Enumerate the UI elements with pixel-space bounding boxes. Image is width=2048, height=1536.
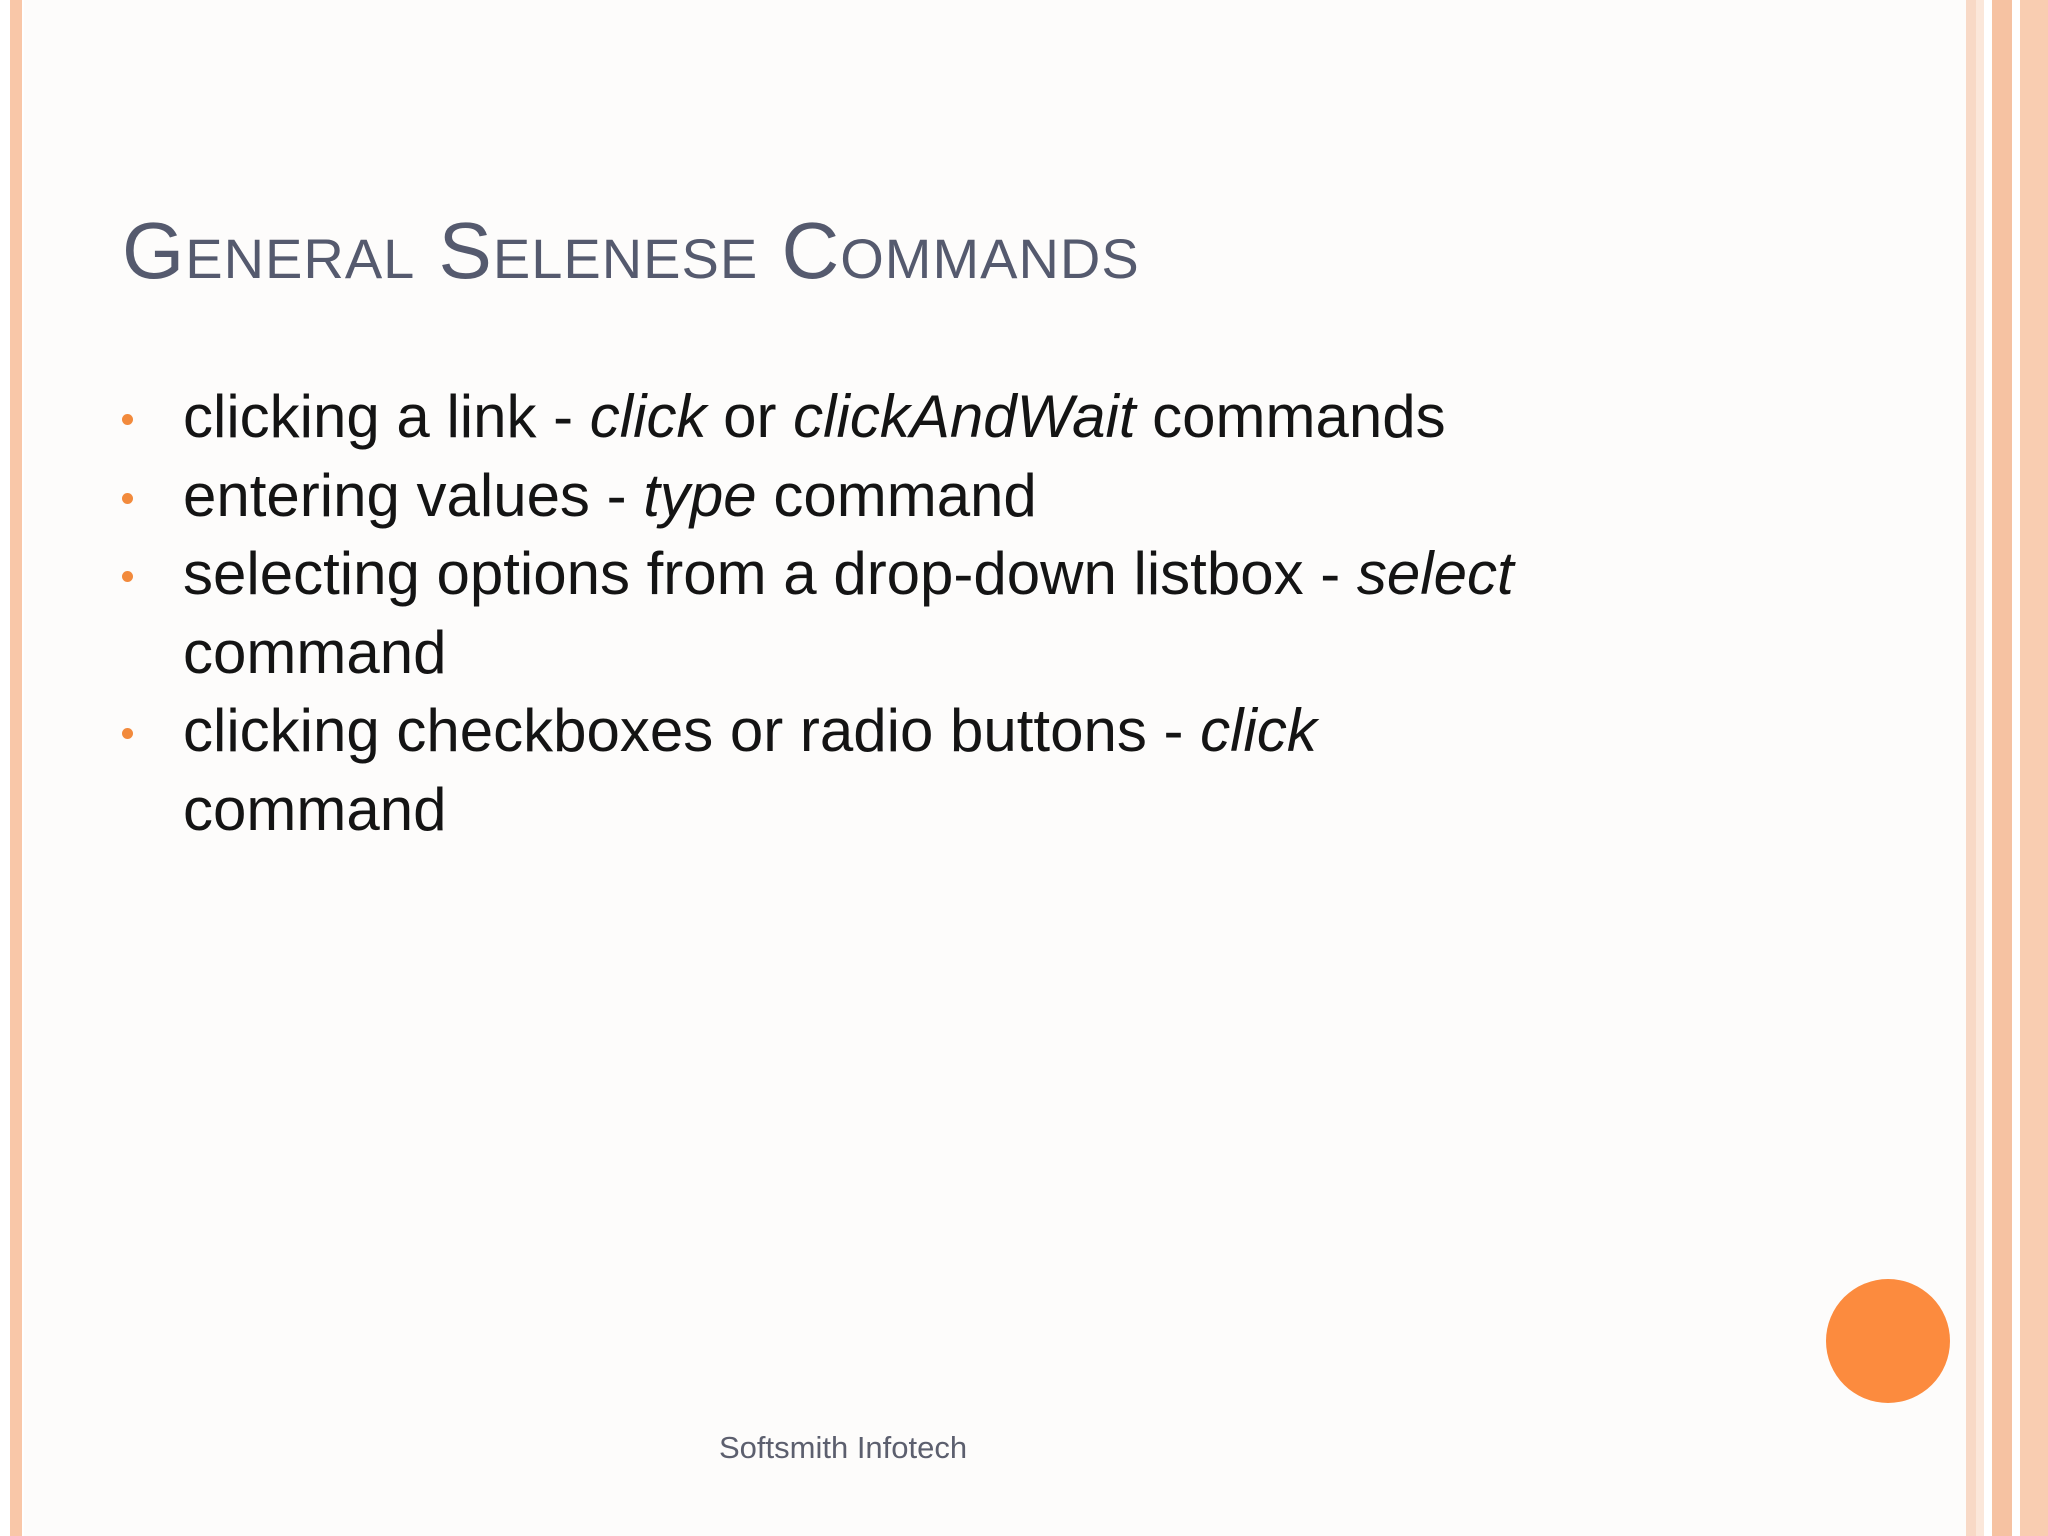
bullet-text-segment: clicking a link - xyxy=(183,383,590,450)
bullet-item xyxy=(110,692,1790,849)
bullet-text-segment: command xyxy=(756,461,1037,529)
bullet-item xyxy=(110,535,1790,692)
bullet-text-segment: selecting options from a drop-down listbox - xyxy=(183,540,1357,607)
command-name: clickAndWait xyxy=(793,383,1136,450)
bullet-text-segment: clicking checkboxes or radio buttons - xyxy=(183,697,1201,764)
command-name: select xyxy=(1356,540,1514,607)
left-border-stripe xyxy=(0,0,24,1536)
bullet-dot-icon xyxy=(122,728,133,739)
bullet-text-segment: command xyxy=(183,618,447,686)
bullet-text xyxy=(183,462,1037,529)
accent-circle xyxy=(1826,1279,1950,1403)
bullet-item xyxy=(110,378,1790,457)
bullet-dot-icon xyxy=(122,414,133,425)
command-name: click xyxy=(1200,697,1317,764)
command-name: click xyxy=(589,383,707,450)
bullet-list xyxy=(110,378,1790,849)
footer-text: Softsmith Infotech xyxy=(719,1430,968,1465)
bullet-text-segment: or xyxy=(706,383,794,450)
slide-title: General Selenese Commands xyxy=(122,206,1140,295)
bullet-text xyxy=(183,540,1514,686)
right-border-stripes xyxy=(1956,0,2048,1536)
command-name: type xyxy=(643,461,757,529)
bullet-text-segment: commands xyxy=(1135,383,1446,450)
bullet-text xyxy=(183,697,1317,843)
bullet-dot-icon xyxy=(122,571,133,582)
bullet-text-segment: command xyxy=(183,775,447,843)
bullet-dot-icon xyxy=(122,493,133,504)
bullet-item xyxy=(110,457,1790,536)
bullet-text-segment: entering values - xyxy=(183,461,644,529)
bullet-text xyxy=(183,383,1446,450)
